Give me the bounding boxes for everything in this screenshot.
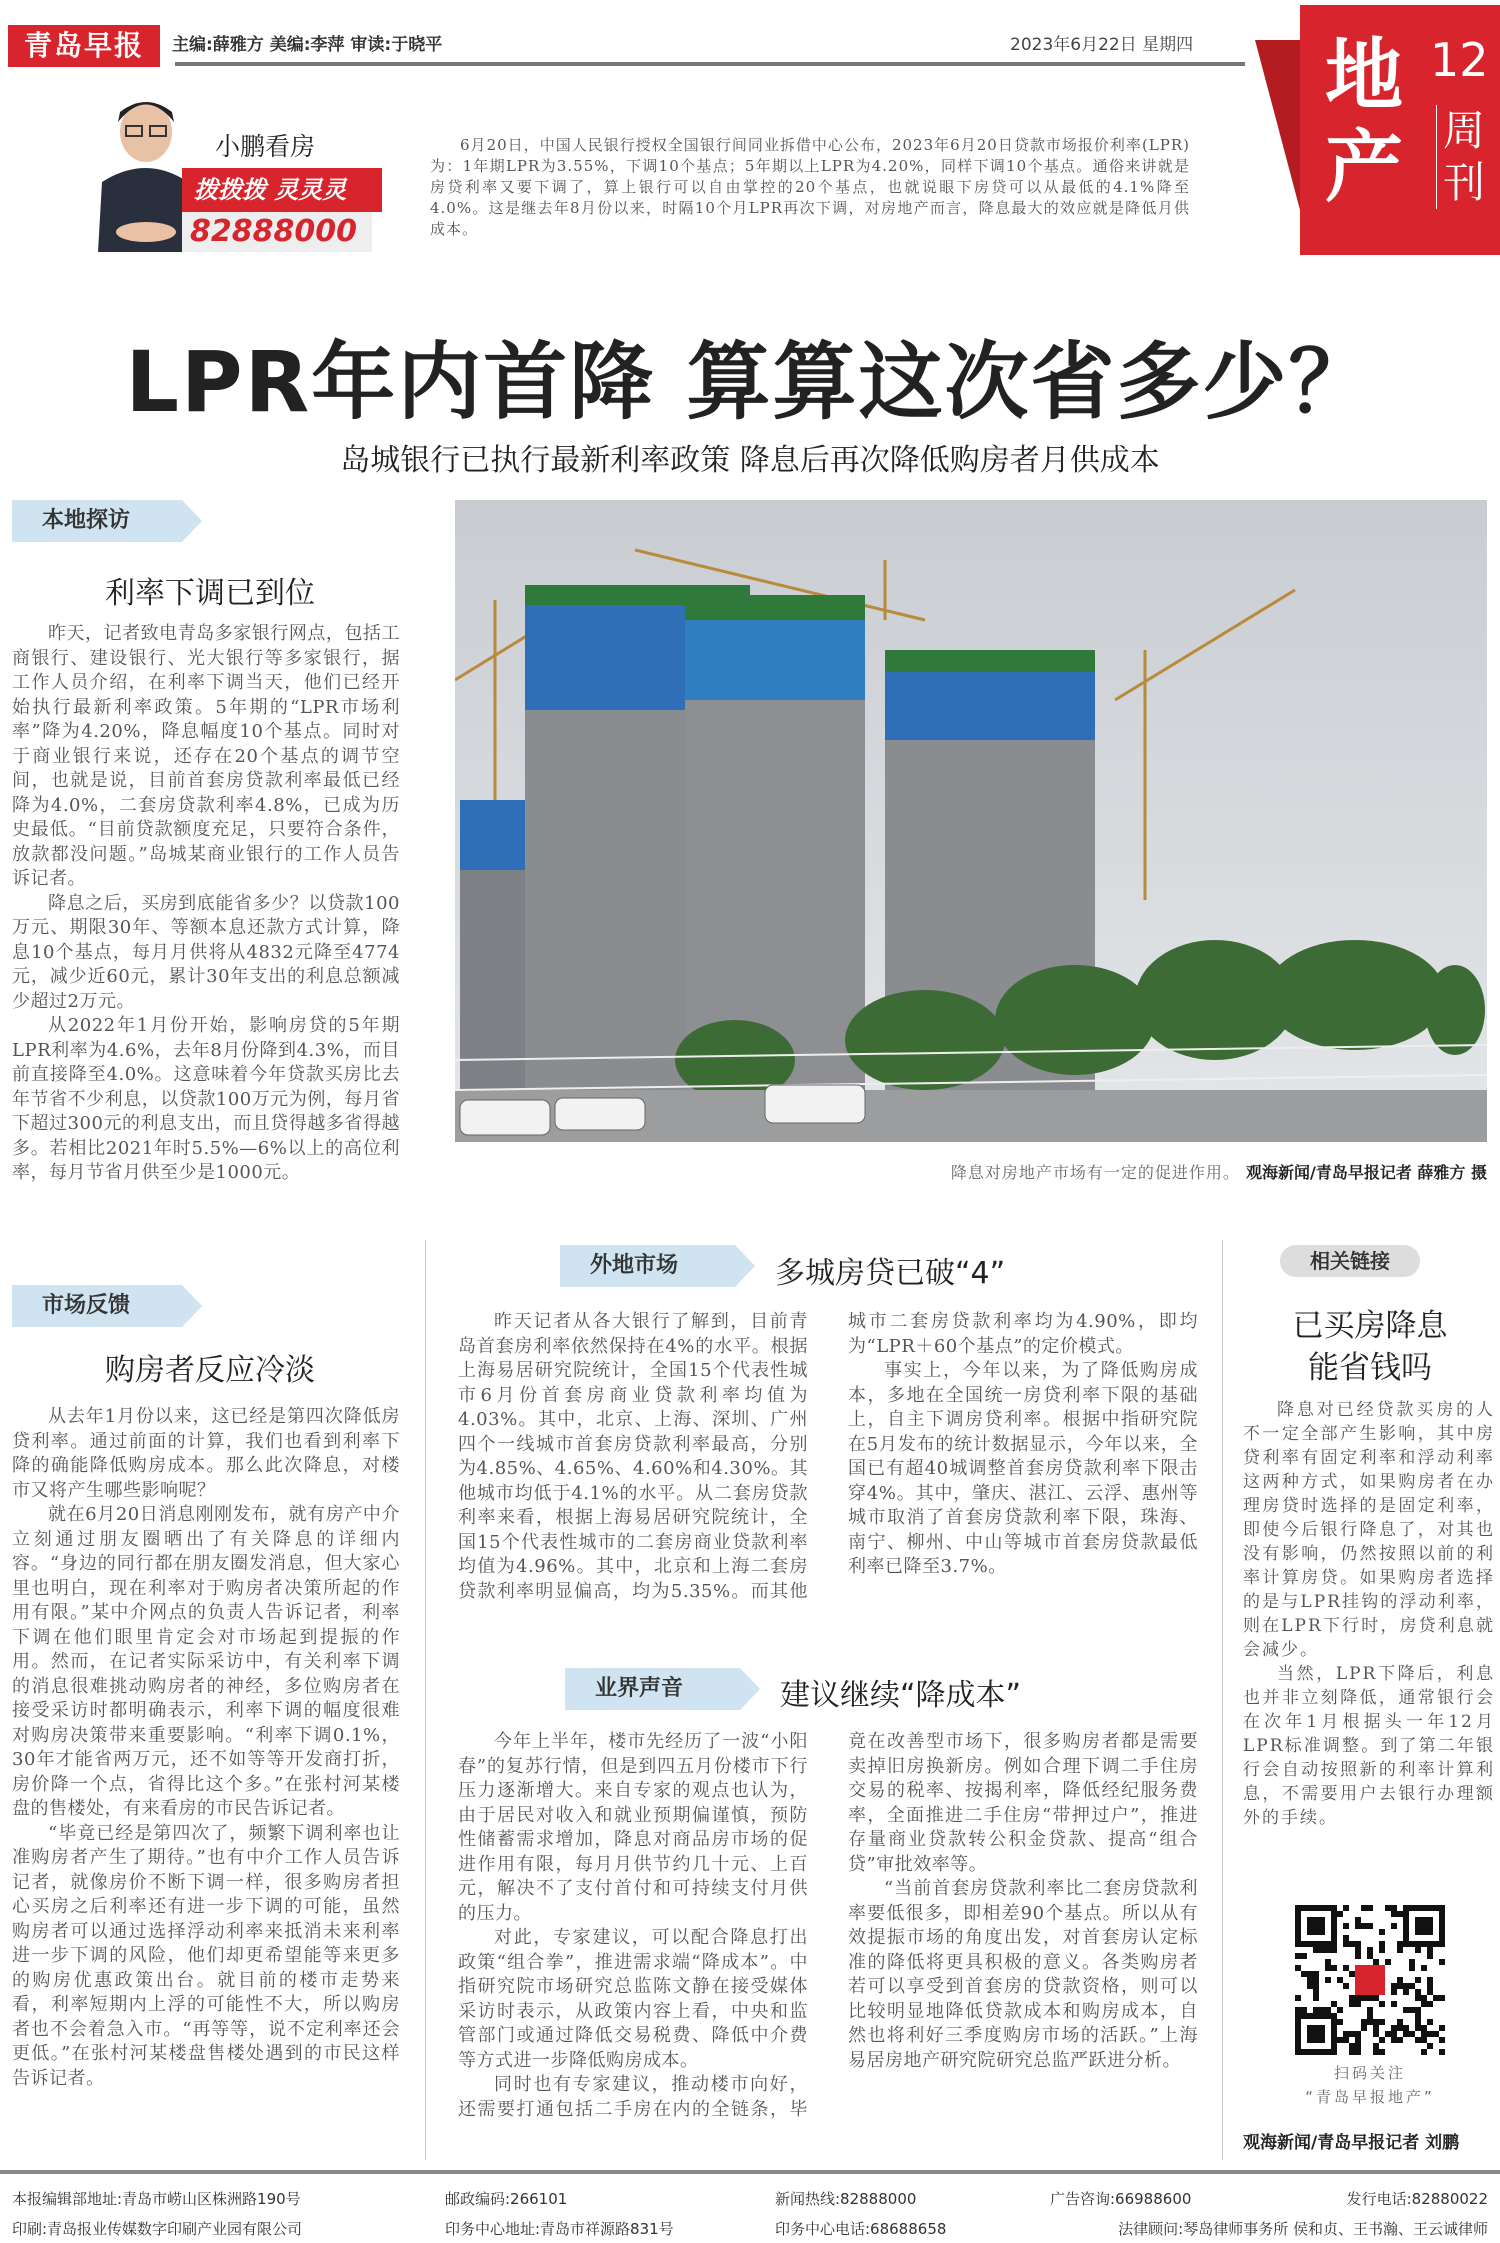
qr-module [1337, 1911, 1343, 1917]
construction-photo [455, 500, 1487, 1142]
qr-module [1439, 2049, 1445, 2055]
qr-module [1349, 2043, 1355, 2049]
qr-module [1301, 1971, 1307, 1977]
qr-module [1403, 1983, 1409, 1989]
footer-item: 邮政编码:266101 [445, 2190, 568, 2208]
qr-module [1349, 1971, 1355, 1977]
footer-item: 发行电话:82880022 [1346, 2190, 1488, 2208]
header-rule [175, 62, 1245, 66]
qr-module [1367, 2019, 1373, 2025]
qr-module [1421, 2049, 1427, 2055]
qr-module [1349, 2001, 1355, 2007]
qr-module [1319, 1947, 1325, 1953]
qr-module [1331, 1947, 1337, 1953]
footer-item: 法律顾问:琴岛律师事务所 侯和贞、王书瀚、王云诚律师 [1118, 2220, 1488, 2238]
qr-module [1385, 1959, 1391, 1965]
qr-module [1415, 2037, 1421, 2043]
column-name: 小鹏看房 [215, 132, 316, 161]
section-wedge [1255, 40, 1300, 210]
qr-module [1421, 1965, 1427, 1971]
subheadline: 岛城银行已执行最新利率政策 降息后再次降低购房者月供成本 [340, 443, 1160, 478]
qr-module [1355, 1995, 1361, 2001]
qr-module [1367, 1947, 1373, 1953]
qr-module [1325, 1977, 1331, 1983]
newspaper-logo: 青岛早报 [8, 25, 160, 67]
hotline-banner: 拨拨拨 灵灵灵 [182, 168, 382, 212]
qr-module [1373, 2049, 1379, 2055]
qr-module [1367, 1995, 1373, 2001]
qr-module [1397, 1977, 1403, 1983]
photo-caption [951, 1160, 1487, 1183]
page-number: 12 [1430, 33, 1489, 87]
qr-module [1313, 1983, 1319, 1989]
qr-module [1409, 1959, 1415, 1965]
paragraph: 当然，LPR下降后，利息也并非立刻降低，通常银行会在次年1月根据头一年12月LPR标准调整。到了第二年银行会自动按照新的利率计算利息，不需要用户去银行办理额外的手续。 [1243, 1664, 1495, 1828]
qr-module [1373, 2019, 1379, 2025]
qr-module [1367, 1905, 1373, 1911]
qr-module [1367, 1923, 1373, 1929]
section-name: 地产 [1325, 31, 1404, 213]
qr-module [1313, 1995, 1319, 2001]
qr-module [1301, 2007, 1307, 2013]
paragraph: 就在6月20日消息刚刚发布，就有房产中介立刻通过朋友圈晒出了有关降息的详细内容。“身边的同行都在朋友圈发消息，但大家心里也明白，现在利率对于购房者决策所起的作用有限。”某中介网点的负责人告诉记者，利率下调在他们眼里肯定会对市场起到提振的作用。然而，在记者实际采访中，有关利率下调的消息很难挑动购房者的神经，多位购房者在接受采访时都明确表示，利率下调的幅度很难对购房决策带来重要影响。“利率下调0.1%，30年才能省两万元，还不如等等开发商打折，房价降一个点，省得比这个多。”在张村河某楼盘的售楼处，有来看房的市民告诉记者。 [12, 1504, 400, 1819]
sidebar-credit: 观海新闻/青岛早报记者 刘鹏 [1243, 2133, 1460, 2153]
qr-module [1349, 1995, 1355, 2001]
qr-module [1373, 2043, 1379, 2049]
column-divider [1222, 1240, 1223, 2160]
qr-module [1409, 2007, 1415, 2013]
qr-module [1355, 2001, 1361, 2007]
qr-module [1433, 1995, 1439, 2001]
sidebar-body [1243, 1398, 1495, 1830]
qr-module [1349, 1941, 1355, 1947]
section-tag-industry: 业界声音 [565, 1668, 740, 1710]
qr-caption: 扫码关注 [1333, 2064, 1406, 2082]
qr-module [1307, 1983, 1313, 1989]
photo-credit: 观海新闻/青岛早报记者 薛雅方 摄 [1246, 1163, 1487, 1182]
qr-module [1391, 2001, 1397, 2007]
qr-module [1391, 2037, 1397, 2043]
qr-module [1337, 1977, 1343, 1983]
qr-module [1415, 1947, 1421, 1953]
qr-module [1367, 2007, 1373, 2013]
qr-module [1313, 1947, 1319, 1953]
qr-module [1295, 1965, 1301, 1971]
caption-text: 降息对房地产市场有一定的促进作用。 [950, 1163, 1240, 1182]
qr-module [1397, 2025, 1403, 2031]
qr-module [1361, 1923, 1367, 1929]
qr-module [1415, 1917, 1433, 1935]
qr-module [1415, 1995, 1421, 2001]
qr-module [1373, 1995, 1379, 2001]
sidebar-title-line: 已买房降息 [1292, 1308, 1448, 1344]
qr-module [1403, 1989, 1409, 1995]
qr-module [1397, 1947, 1403, 1953]
qr-module [1427, 2043, 1433, 2049]
article-body-local [12, 622, 400, 1186]
qr-module [1421, 2037, 1427, 2043]
qr-module [1337, 2007, 1343, 2013]
qr-module [1391, 1911, 1397, 1917]
footer-item: 新闻热线:82888000 [775, 2190, 917, 2208]
qr-module [1355, 2037, 1361, 2043]
qr-module [1355, 1917, 1361, 1923]
qr-module [1427, 1977, 1433, 1983]
qr-module [1421, 1995, 1427, 2001]
qr-module [1391, 1983, 1397, 1989]
qr-module [1373, 1959, 1379, 1965]
qr-module [1379, 2019, 1385, 2025]
qr-module [1325, 1947, 1331, 1953]
hotline-number: 82888000 [182, 212, 372, 252]
qr-module [1337, 2037, 1343, 2043]
qr-module [1325, 1959, 1331, 1965]
sidebar-title-line: 能省钱吗 [1308, 1350, 1432, 1386]
qr-module [1391, 1923, 1397, 1929]
paragraph: 今年上半年，楼市先经历了一波“小阳春”的复苏行情，但是到四五月份楼市下行压力逐渐增大。来自专家的观点也认为，由于居民对收入和就业预期偏谨慎，预防性储蓄需求增加，降息对商品房市场的促进作用有限，每月月供节约几十元、上百元，解决不了支付首付和可持续支付月供的压力。 [458, 1731, 808, 1924]
qr-module [1307, 2025, 1325, 2043]
qr-module [1415, 2025, 1421, 2031]
intro-paragraph: 6月20日，中国人民银行授权全国银行间同业拆借中心公布，2023年6月20日贷款市场报价利率(LPR)为：1年期LPR为3.55%，下调10个基点；5年期以上LPR为4.20%，同样下调10个基点。通俗来讲就是房贷利率又要下调了，算上银行可以自由掌控的20个基点，也就说眼下房贷可以从最低的4.1%降至4.0%。这是继去年8月份以来，时隔10个月LPR再次下调，对房地产而言，降息最大的效应就是降低月供成本。 [430, 136, 1190, 238]
qr-module [1361, 2019, 1367, 2025]
qr-module [1355, 2043, 1361, 2049]
qr-module [1343, 1965, 1349, 1971]
qr-module [1349, 2031, 1355, 2037]
qr-module [1373, 2025, 1379, 2031]
qr-module [1409, 1965, 1415, 1971]
qr-module [1415, 1977, 1421, 1983]
qr-module [1343, 2031, 1349, 2037]
qr-module [1415, 2007, 1421, 2013]
qr-module [1343, 1941, 1349, 1947]
qr-module [1427, 1989, 1433, 1995]
qr-module [1409, 2031, 1415, 2037]
qr-module [1421, 2001, 1427, 2007]
qr-module [1343, 1983, 1349, 1989]
article-body-feedback [12, 1405, 400, 2091]
qr-module [1433, 2031, 1439, 2037]
qr-module [1337, 2019, 1343, 2025]
qr-module [1355, 2031, 1361, 2037]
qr-module [1355, 1941, 1361, 1947]
qr-module [1355, 1923, 1361, 1929]
qr-module [1373, 2031, 1379, 2037]
qr-module [1343, 2037, 1349, 2043]
paragraph: 同时也有专家建议，推动楼市向好，还需要打通包括二手房在内的全链条，毕竟在改善型市场下，很多购房者都是需要卖掉旧房换新房。例如合理下调二手住房交易的税率、按揭利率，降低经纪服务费率，全面推进二手住房“带押过户”，推进存量商业贷款转公积金贷款、提高“组合贷”审批效率等。 [458, 1731, 1198, 2120]
article-body-other-cities [458, 1310, 1198, 1604]
qr-module [1319, 2007, 1325, 2013]
article-title-industry: 建议继续“降成本” [780, 1678, 1022, 1713]
qr-module [1403, 2025, 1409, 2031]
qr-module [1427, 1983, 1433, 1989]
qr-module [1295, 2007, 1301, 2013]
qr-code[interactable] [1295, 1905, 1445, 2055]
qr-module [1355, 2049, 1361, 2055]
section-tag-feedback: 市场反馈 [12, 1285, 182, 1327]
footer-item: 印务中心电话:68688658 [775, 2220, 947, 2238]
article-body-industry [458, 1730, 1198, 2122]
qr-module [1307, 1971, 1313, 1977]
qr-module [1397, 1983, 1403, 1989]
issue-date: 2023年6月22日 星期四 [1010, 35, 1194, 55]
paragraph: 降息对已经贷款买房的人不一定全部产生影响，其中房贷利率有固定利率和浮动利率这两种方式，如果购房者在办理房贷时选择的是固定利率，即使今后银行降息了，对其也没有影响，仍然按照以前的利率计算房贷。如果购房者选择的是与LPR挂钩的浮动利率，则在LPR下行时，房贷利息就会减少。 [1243, 1400, 1495, 1660]
sidebar-title [1240, 1305, 1500, 1389]
qr-module [1307, 1917, 1325, 1935]
section-tag-local: 本地探访 [12, 500, 182, 542]
qr-module [1367, 1953, 1373, 1959]
paragraph: “当前首套房贷款利率比二套房贷款利率要低很多，即相差90个基点。所以从有效提振市场的角度出发，对首套房认定标准的降低将更具积极的意义。各类购房者若可以享受到首套房的贷款资格，则可以比较明显地降低贷款成本和购房成本，自然也将利好三季度购房市场的活跃。”上海易居房地产研究院研究总监严跃进分析。 [848, 1878, 1198, 2071]
editor-credits: 主编:薛雅方 美编:李萍 审读:于晓平 [172, 35, 443, 55]
qr-module [1331, 1965, 1337, 1971]
qr-module [1415, 2013, 1421, 2019]
article-title-local: 利率下调已到位 [105, 576, 315, 611]
qr-module [1421, 2025, 1427, 2031]
qr-module [1427, 2019, 1433, 2025]
article-title-feedback: 购房者反应冷淡 [105, 1353, 315, 1388]
qr-module [1379, 2001, 1385, 2007]
article-title-other-cities: 多城房贷已破“4” [775, 1256, 1006, 1291]
section-tag-related: 相关链接 [1280, 1245, 1420, 1277]
qr-module [1427, 2031, 1433, 2037]
qr-module [1385, 2031, 1391, 2037]
qr-module [1427, 2001, 1433, 2007]
qr-module [1295, 1953, 1301, 1959]
qr-module [1367, 2013, 1373, 2019]
qr-module [1403, 2007, 1409, 2013]
qr-module [1361, 1995, 1367, 2001]
qr-module [1343, 1905, 1349, 1911]
qr-module [1391, 1905, 1397, 1911]
qr-module [1331, 2001, 1337, 2007]
qr-module [1355, 1953, 1361, 1959]
qr-module [1307, 1977, 1313, 1983]
paragraph: 昨天，记者致电青岛多家银行网点，包括工商银行、建设银行、光大银行等多家银行，据工作人员介绍，在利率下调当天，他们已经开始执行最新利率政策。5年期的“LPR市场利率”降为4.20%，降息幅度10个基点。同时对于商业银行来说，还存在20个基点的调节空间，也就是说，目前首套房贷款利率最低已经降为4.0%，二套房贷款利率4.8%，已成为历史最低。“目前贷款额度充足，只要符合条件，放款都没问题。”岛城某商业银行的工作人员告诉记者。 [12, 623, 400, 889]
qr-module [1325, 2007, 1331, 2013]
qr-module [1343, 1935, 1349, 1941]
qr-module [1391, 1989, 1397, 1995]
qr-module [1415, 1989, 1421, 1995]
footer-item: 本报编辑部地址:青岛市崂山区株洲路190号 [12, 2190, 301, 2208]
column-divider [425, 1240, 426, 2160]
footer-item: 广告咨询:66988600 [1050, 2190, 1192, 2208]
qr-module [1313, 1977, 1319, 1983]
qr-module [1325, 1965, 1331, 1971]
paragraph: 事实上，今年以来，为了降低购房成本，多地在全国统一房贷利率下限的基础上，自主下调房贷利率。根据中指研究院在5月发布的统计数据显示，今年以来，全国已有超40城调整首套房贷款利率下限击穿4%。其中，肇庆、湛江、云浮、惠州等城市取消了首套房贷款利率下限，珠海、南宁、柳州、中山等城市首套房贷款最低利率已降至3.7%。 [848, 1360, 1198, 1577]
paragraph: 从2022年1月份开始，影响房贷的5年期LPR利率为4.6%，去年8月份降到4.3%，而目前直接降至4.0%。这意味着今年贷款买房比去年节省不少利息，以贷款100万元为例，每月省下超过300元的利息支出，而且贷得越多省得越多。若相比2021年时5.5%—6%以上的高位利率，每月节省月供至少是1000元。 [12, 1015, 400, 1183]
qr-module [1397, 1941, 1403, 1947]
qr-module [1439, 2037, 1445, 2043]
qr-module [1379, 1947, 1385, 1953]
qr-caption: “青岛早报地产” [1305, 2088, 1435, 2106]
paragraph: 昨天记者从各大银行了解到，目前青岛首套房利率依然保持在4%的水平。根据上海易居研究院统计，全国15个代表性城市6月份首套房商业贷款利率均值为4.03%。其中，北京、上海、深圳、广州四个一线城市首套房贷款利率最高，分别为4.85%、4.65%、4.60%和4.30%。其他城市均低于4.1%的水平。从二套房贷款利率来看，根据上海易居研究院统计，全国15个代表性城市的二套房商业贷款利率均值为4.96%。其中，北京和上海二套房贷款利率明显偏高，均为5.35%。而其他城市二套房贷款利率均为4.90%，即均为“LPR＋60个基点”的定价模式。 [458, 1311, 1198, 1602]
qr-module [1427, 1953, 1433, 1959]
qr-module [1391, 2025, 1397, 2031]
section-tag-other-cities: 外地市场 [560, 1245, 735, 1287]
qr-module [1439, 1959, 1445, 1965]
paragraph: 降息之后，买房到底能省多少？以贷款100万元、期限30年、等额本息还款方式计算，降息10个基点，每月月供将从4832元降至4774元，减少近60元，累计30年支出的利息总额减少超过2万元。 [12, 892, 400, 1012]
qr-module [1349, 2049, 1355, 2055]
qr-module [1397, 2019, 1403, 2025]
qr-module [1361, 1905, 1367, 1911]
qr-module [1397, 2037, 1403, 2043]
footer-rule [0, 2170, 1500, 2174]
qr-module [1415, 2019, 1421, 2025]
paragraph: 从去年1月份以来，这已经是第四次降低房贷利率。通过前面的计算，我们也看到利率下降的确能降低购房成本。那么此次降息，对楼市又将产生哪些影响呢？ [12, 1406, 400, 1501]
qr-module [1379, 2049, 1385, 2055]
section-type: 周刊 [1436, 105, 1492, 209]
qr-module [1391, 2031, 1397, 2037]
qr-module [1439, 2025, 1445, 2031]
qr-module [1355, 1947, 1361, 1953]
qr-module [1313, 1971, 1319, 1977]
qr-module [1313, 2007, 1319, 2013]
qr-module [1295, 1995, 1301, 2001]
qr-module [1379, 1941, 1385, 1947]
qr-module [1439, 1995, 1445, 2001]
headline: LPR年内首降 算算这次省多少？ [125, 333, 1375, 431]
qr-module [1397, 1911, 1403, 1917]
qr-module [1379, 2037, 1385, 2043]
qr-module [1409, 1983, 1415, 1989]
qr-module [1421, 2031, 1427, 2037]
footer-item: 印务中心地址:青岛市祥源路831号 [445, 2220, 674, 2238]
paragraph: “毕竟已经是第四次了，频繁下调利率也让准购房者产生了期待。”也有中介工作人员告诉记者，就像房价不断下调一样，很多购房者担心买房之后利率还有进一步下调的可能，虽然购房者可以通过选择浮动利率来抵消未来利率进一步下调的风险，他们却更希望能等来更多的购房优惠政策出台。就目前的楼市走势来看，利率短期内上浮的可能性不大，所以购房者也不会着急入市。“再等等，说不定利率还会更低。”在张村河某楼盘售楼处遇到的市民这样告诉记者。 [12, 1822, 400, 2089]
qr-module [1355, 1965, 1385, 1995]
qr-module [1301, 1953, 1307, 1959]
paragraph: 对此，专家建议，可以配合降息打出政策“组合拳”，推进需求端“降成本”。中指研究院市场研究总监陈文静在接受媒体采访时表示，从政策内容上看，中央和监管部门或通过降低交易税费、降低中介费等方式进一步降低购房成本。 [458, 1927, 808, 2071]
qr-module [1379, 1929, 1385, 1935]
qr-module [1403, 2031, 1409, 2037]
qr-module [1343, 1923, 1349, 1929]
footer-item: 印刷:青岛报业传媒数字印刷产业园有限公司 [12, 2220, 303, 2238]
qr-module [1313, 1989, 1319, 1995]
qr-module [1385, 1905, 1391, 1911]
qr-module [1361, 2025, 1367, 2031]
qr-module [1427, 1947, 1433, 1953]
